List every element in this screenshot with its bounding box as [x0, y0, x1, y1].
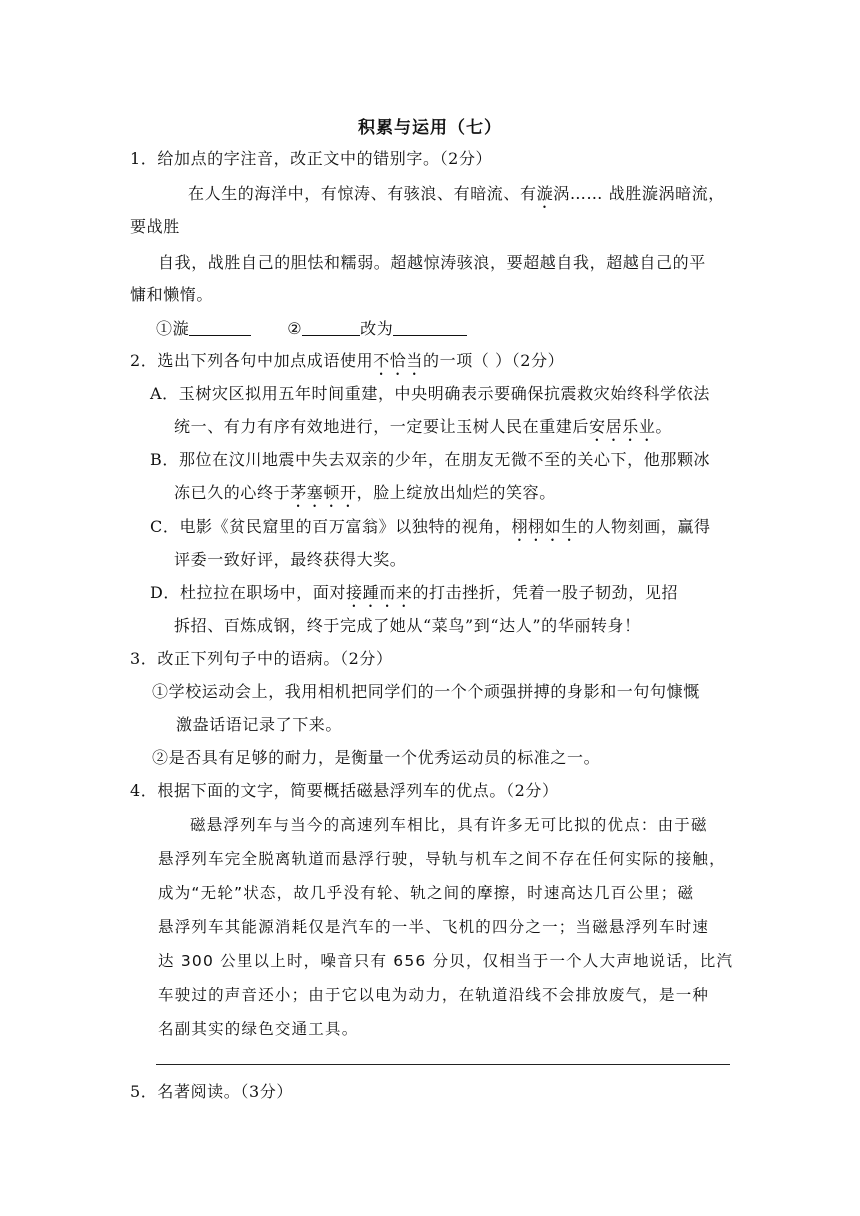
- q2-option-d-line-1: [150, 582, 678, 611]
- q2-dotted-idiom: 茅塞顿开: [290, 483, 357, 502]
- q1-passage-line-2: 要战胜: [130, 217, 180, 236]
- q1-answer-line: [156, 318, 467, 340]
- q4-passage-line: 磁悬浮列车与当今的高速列车相比，具有许多无可比拟的优点：由于磁: [190, 816, 708, 834]
- q5-stem: 5．名著阅读。（3分）: [130, 1082, 293, 1101]
- q2-text: 的人物刻画，赢得: [577, 517, 711, 536]
- answer-blank[interactable]: [189, 319, 251, 336]
- q2-dotted-idiom: 安居乐业: [589, 417, 656, 436]
- q2-dotted-idiom: 栩栩如生: [511, 517, 578, 536]
- q4-passage-line: 车驶过的声音还小；由于它以电为动力，在轨道沿线不会排放废气，是一种: [158, 986, 710, 1004]
- q1-passage-line-4: 慵和懒惰。: [130, 285, 214, 304]
- q4-passage-line: 达 300 公里以上时，噪音只有 656 分贝，仅相当于一个人大声地说话，比汽: [158, 952, 734, 970]
- q2-text: ，脸上绽放出灿烂的笑容。: [356, 483, 556, 502]
- q2-text: 2．选出下列各句中加点成语使用: [130, 351, 374, 370]
- q2-option-c-line-1: [150, 516, 711, 545]
- q2-stem: [130, 350, 564, 379]
- q2-text: 的一项（ ）（2分）: [423, 351, 565, 370]
- q4-stem: 4．根据下面的文字，简要概括磁悬浮列车的优点。（2分）: [130, 781, 559, 800]
- q2-text: 。: [655, 417, 673, 436]
- q2-text: 的打击挫折，凭着一股子韧劲，见招: [412, 583, 679, 602]
- q1-answer-label-2: ②: [287, 319, 303, 338]
- answer-blank[interactable]: [393, 319, 467, 336]
- q2-option-c-line-2: 评委一致好评，最终获得大奖。: [174, 550, 407, 569]
- q2-option-d-line-2: 拆招、百炼成钢，终于完成了她从“菜鸟”到“达人”的华丽转身！: [174, 616, 641, 635]
- q2-text: 冻已久的心终于: [174, 483, 291, 502]
- q4-passage-line: 悬浮列车完全脱离轨道而悬浮行驶，导轨与机车之间不存在任何实际的接触，: [158, 850, 726, 868]
- q2-option-b-line-2: [174, 482, 556, 511]
- q1-dotted-char: 漩: [536, 184, 554, 203]
- q1-answer-label-3: 改为: [360, 319, 394, 338]
- q1-passage-line-3: 自我，战胜自己的胆怯和糯弱。超越惊涛骇浪，要超越自我，超越自己的平: [158, 253, 706, 272]
- q1-text: 涡…… 战胜漩涡暗流，: [553, 184, 725, 203]
- q1-text: 在人生的海洋中，有惊涛、有骇浪、有暗流、有: [188, 184, 537, 203]
- q1-stem: 1．给加点的字注音，改正文中的错别字。（2分）: [130, 149, 493, 168]
- answer-line[interactable]: [156, 1064, 730, 1065]
- q2-text: C．电影《贫民窟里的百万富翁》以独特的视角，: [150, 517, 512, 536]
- q1-passage-line-1: [188, 183, 725, 212]
- q4-passage-line: 名副其实的绿色交通工具。: [158, 1020, 359, 1038]
- q2-text: 统一、有力有序有效地进行，一定要让玉树人民在重建后: [174, 417, 590, 436]
- q1-answer-label-1: ①漩: [156, 319, 190, 338]
- answer-blank[interactable]: [302, 319, 360, 336]
- q2-option-a-line-2: [174, 416, 672, 445]
- q2-dotted-text: 不恰当: [373, 351, 423, 370]
- q3-sentence-2: ②是否具有足够的耐力，是衡量一个优秀运动员的标准之一。: [152, 748, 601, 767]
- q3-sentence-1-line-2: 激盎话语记录了下来。: [176, 715, 343, 734]
- q4-passage-line: 悬浮列车其能源消耗仅是汽车的一半、飞机的四分之一；当磁悬浮列车时速: [158, 918, 710, 936]
- q2-option-b-line-1: B．那位在汶川地震中失去双亲的少年，在朋友无微不至的关心下，他那颗冰: [150, 450, 711, 469]
- q4-passage-line: 成为“无轮”状态，故几乎没有轮、轨之间的摩擦，时速高达几百公里；磁: [158, 884, 695, 902]
- q2-option-a-line-1: A．玉树灾区拟用五年时间重建，中央明确表示要确保抗震救灾始终科学依法: [150, 384, 710, 403]
- q2-text: D．杜拉拉在职场中，面对: [150, 583, 347, 602]
- page-title: 积累与运用（七）: [358, 118, 502, 138]
- q3-sentence-1-line-1: ①学校运动会上，我用相机把同学们的一个个顽强拼搏的身影和一句句慷慨: [152, 682, 700, 701]
- q2-dotted-idiom: 接踵而来: [346, 583, 413, 602]
- q3-stem: 3．改正下列句子中的语病。（2分）: [130, 649, 393, 668]
